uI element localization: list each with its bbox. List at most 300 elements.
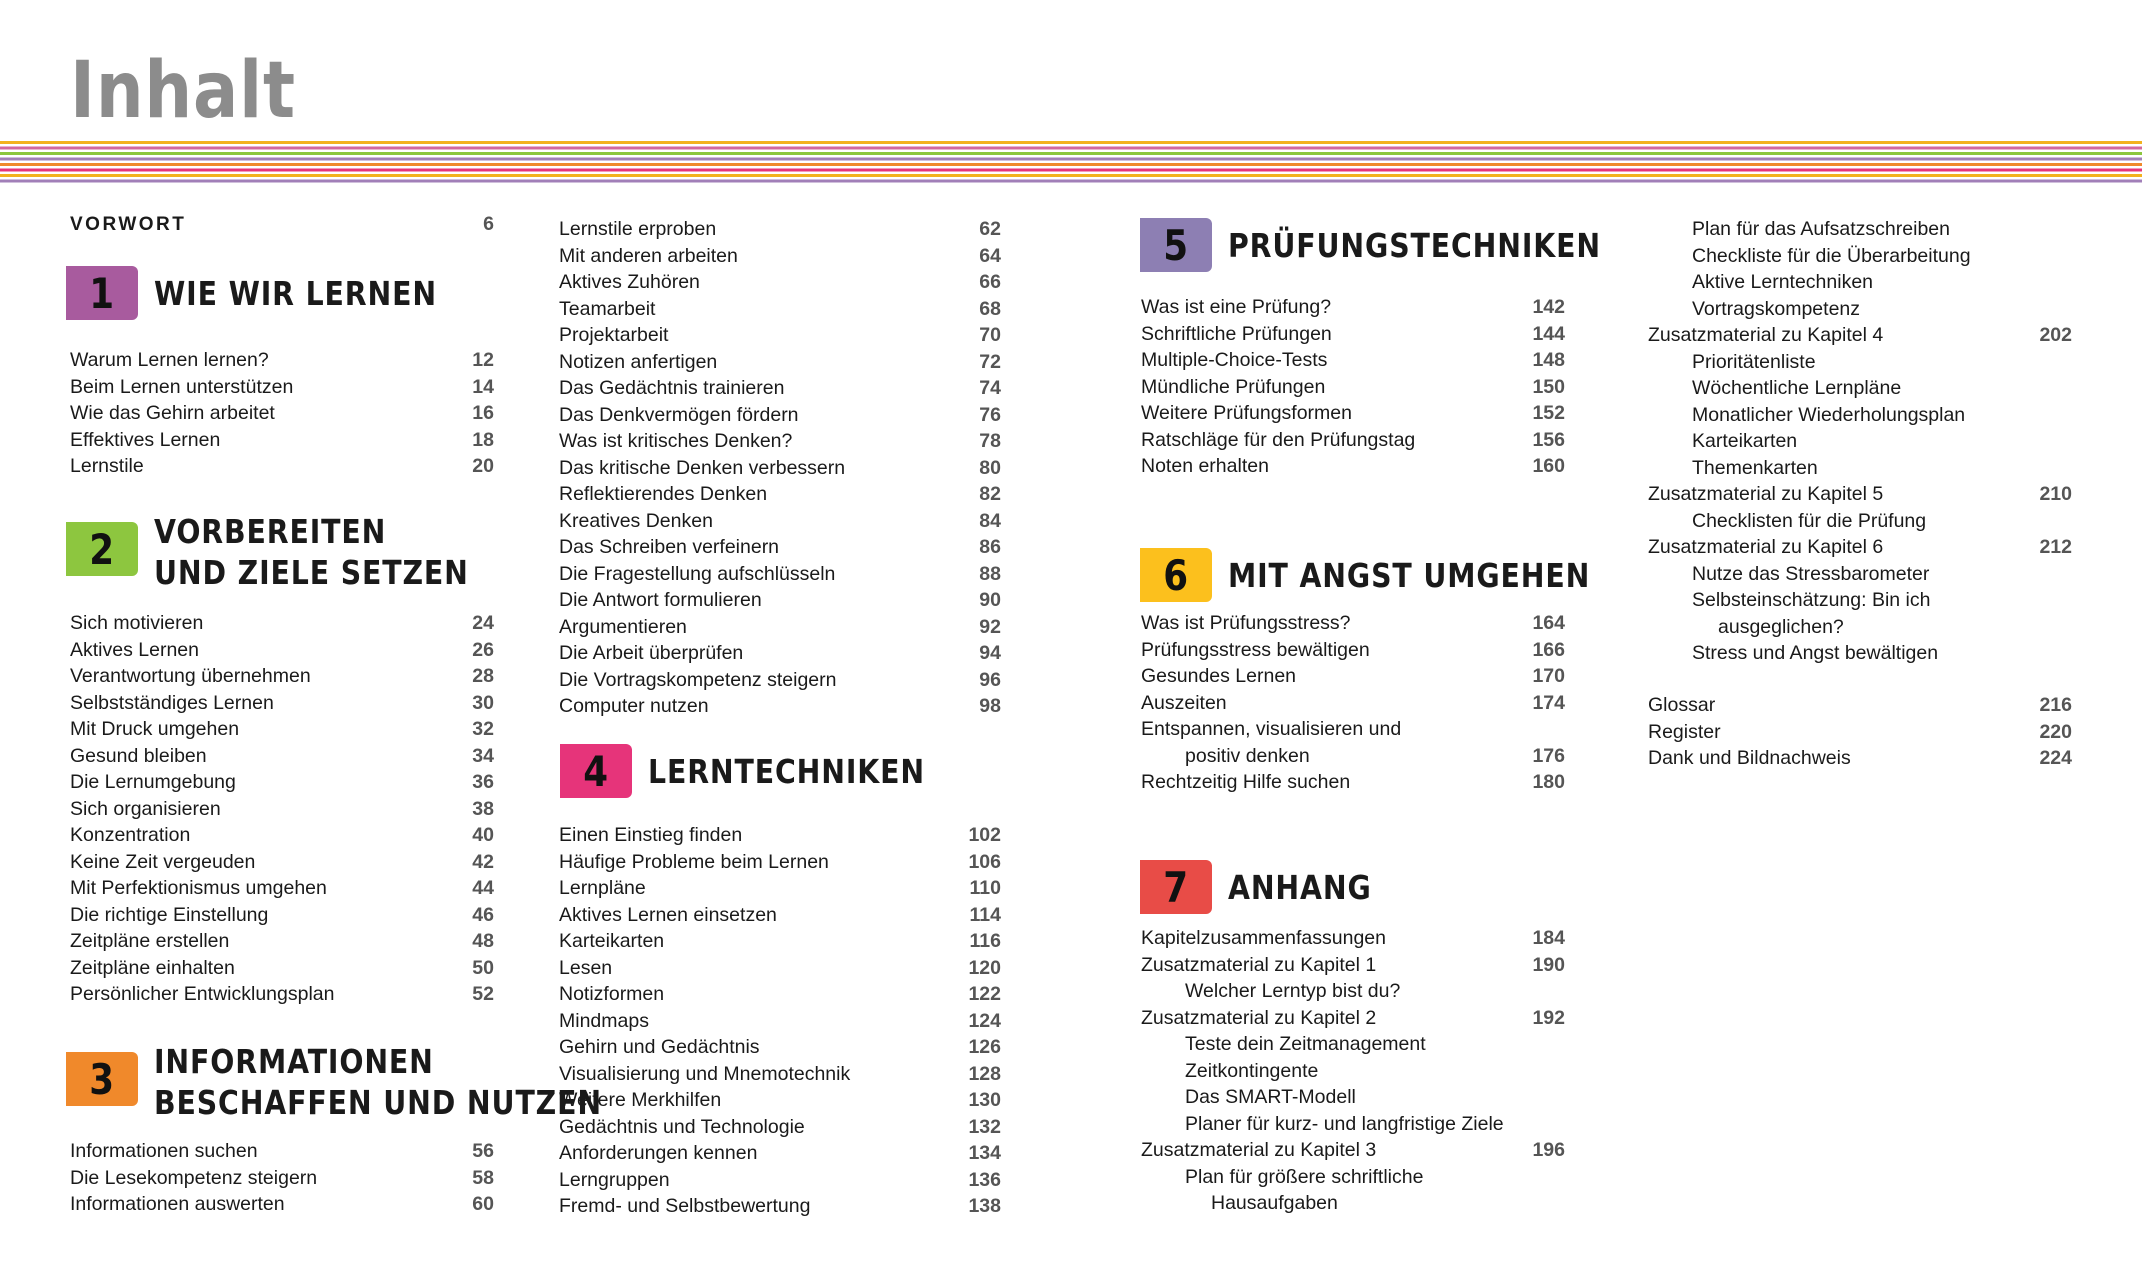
toc-entry-title: Visualisierung und Mnemotechnik (559, 1062, 851, 1085)
toc-entry[interactable] (1141, 716, 1565, 742)
toc-entry[interactable] (70, 1165, 494, 1191)
chapter-heading-7[interactable] (1140, 860, 1395, 914)
toc-entry-title: Aktive Lerntechniken (1692, 271, 1874, 293)
toc-entry-title: Häufige Probleme beim Lernen (559, 850, 829, 873)
toc-entry-title: Anforderungen kennen (559, 1142, 758, 1164)
toc-entry-title: Mit Perfektionismus umgehen (70, 877, 327, 899)
toc-entry-title: Fremd- und Selbstbewertung (559, 1195, 811, 1217)
toc-entry-page: 82 (979, 483, 1001, 505)
toc-entry[interactable] (70, 1138, 494, 1164)
toc-entry-page: 32 (472, 718, 494, 740)
toc-entry[interactable] (559, 508, 1001, 534)
toc-entry-page: 148 (1532, 349, 1565, 371)
toc-entry-title: Wöchentliche Lernpläne (1692, 377, 1902, 399)
toc-entry-page: 72 (979, 350, 1001, 373)
toc-entry-page: 202 (2039, 324, 2072, 346)
stripe (0, 180, 2142, 183)
toc-entry-page: 68 (979, 297, 1001, 320)
toc-entry[interactable] (559, 243, 1001, 269)
toc-subentry[interactable] (1141, 1031, 1565, 1057)
toc-subentry[interactable] (1648, 587, 2072, 613)
toc-entry[interactable] (559, 955, 1001, 981)
toc-entry[interactable] (70, 400, 494, 426)
toc-entry-title: Lesen (559, 956, 613, 979)
toc-entry[interactable] (70, 928, 494, 954)
toc-subentry[interactable] (1648, 375, 2072, 401)
toc-entry[interactable] (70, 637, 494, 663)
chapter-title-line: INFORMATIONEN (154, 1042, 434, 1081)
toc-entry-title: Schriftliche Prüfungen (1141, 322, 1332, 345)
toc-entry-page: 36 (472, 771, 494, 793)
toc-entry[interactable] (559, 614, 1001, 640)
toc-entry[interactable] (559, 928, 1001, 954)
stripe (0, 147, 2142, 150)
toc-entry-page: 192 (1532, 1006, 1565, 1029)
toc-entry-page: 66 (979, 271, 1001, 293)
chapter-title (154, 273, 437, 314)
toc-entry[interactable] (70, 610, 494, 636)
toc-entry[interactable] (70, 663, 494, 689)
stripe (0, 141, 2142, 144)
toc-entry[interactable] (1648, 534, 2072, 560)
toc-entry-page: 28 (472, 665, 494, 687)
toc-entry[interactable] (70, 453, 494, 479)
toc-entry[interactable] (559, 534, 1001, 560)
toc-entry-page: 14 (472, 375, 494, 398)
toc-entry-page: 130 (968, 1089, 1001, 1111)
chapter-heading-6[interactable] (1140, 548, 1649, 602)
toc-entry-title: Planer für kurz- und langfristige Ziele (1185, 1112, 1504, 1135)
toc-subentry[interactable] (1141, 743, 1565, 769)
chapter-title (648, 751, 925, 792)
toc-entry-page: 38 (472, 797, 494, 820)
toc-entry-title: Prüfungsstress bewältigen (1141, 638, 1370, 661)
toc-entry-title: Das Gedächtnis trainieren (559, 377, 785, 399)
toc-entry-page: 170 (1532, 665, 1565, 687)
toc-entry-title: Hausaufgaben (1211, 1192, 1338, 1214)
toc-entry[interactable] (1141, 925, 1565, 951)
toc-entry-title: Vortragskompetenz (1692, 297, 1861, 320)
toc-entry-title: Lernstile erproben (559, 218, 717, 240)
chapter-title (1228, 867, 1372, 908)
toc-entry-title: Was ist eine Prüfung? (1141, 296, 1332, 318)
toc-entry[interactable] (1648, 719, 2072, 745)
toc-entry[interactable] (1141, 374, 1565, 400)
toc-entry-page: 124 (968, 1009, 1001, 1032)
toc-entry[interactable] (1141, 663, 1565, 689)
chapter-heading-1[interactable] (66, 266, 483, 320)
toc-entry-page: 48 (472, 930, 494, 952)
toc-entry[interactable] (1141, 321, 1565, 347)
toc-entry-title: Das Denkvermögen fördern (559, 403, 799, 426)
toc-entry-title: Checklisten für die Prüfung (1692, 509, 1927, 532)
toc-entry[interactable] (1141, 347, 1565, 373)
toc-entry-page: 46 (472, 903, 494, 926)
toc-entry-title: Argumentieren (559, 615, 687, 638)
toc-entry[interactable] (559, 902, 1001, 928)
toc-entry-page: 62 (979, 218, 1001, 240)
toc-entry[interactable] (559, 1008, 1001, 1034)
toc-entry[interactable] (1648, 745, 2072, 771)
toc-entry-title: Einen Einstieg finden (559, 824, 743, 846)
chapter-heading-5[interactable] (1140, 218, 1662, 272)
toc-entry[interactable] (1141, 1005, 1565, 1031)
chapter-title-line: BESCHAFFEN UND NUTZEN (154, 1083, 602, 1122)
toc-entry-title: Beim Lernen unterstützen (70, 375, 294, 398)
chapter-title-line: LERNTECHNIKEN (648, 751, 926, 791)
toc-entry-title: Entspannen, visualisieren und (1141, 718, 1402, 740)
toc-entry-title: Zusatzmaterial zu Kapitel 5 (1648, 483, 1884, 505)
toc-entry[interactable] (70, 955, 494, 981)
toc-entry-page: 142 (1532, 296, 1565, 318)
toc-entry-title: Selbsteinschätzung: Bin ich (1692, 589, 1931, 611)
toc-entry-page: 132 (968, 1115, 1001, 1138)
chapter-number-badge (66, 266, 138, 320)
toc-entry-title: Sich motivieren (70, 612, 204, 634)
toc-subentry[interactable] (1648, 296, 2072, 322)
toc-entry-page: 102 (968, 824, 1001, 846)
toc-entry-title: Das SMART-Modell (1185, 1086, 1356, 1108)
chapter-number-badge (66, 522, 138, 576)
toc-entry-title: Teste dein Zeitmanagement (1185, 1033, 1426, 1055)
toc-entry-page: 150 (1532, 375, 1565, 398)
toc-entry-page: 174 (1532, 691, 1565, 714)
toc-entry[interactable] (559, 1167, 1001, 1193)
toc-entry-title: ausgeglichen? (1718, 615, 1844, 638)
toc-entry-page: 98 (979, 695, 1001, 717)
toc-entry-page: 64 (979, 244, 1001, 267)
toc-entry[interactable] (559, 849, 1001, 875)
toc-entry[interactable] (1141, 610, 1565, 636)
toc-entry-page: 96 (979, 668, 1001, 691)
toc-entry[interactable] (70, 796, 494, 822)
toc-entry[interactable] (559, 269, 1001, 295)
chapter-number-badge (1140, 860, 1212, 914)
chapter-number-badge (1140, 548, 1212, 602)
toc-entry-title: Die Fragestellung aufschlüsseln (559, 562, 836, 585)
toc-entry-page: 6 (483, 213, 494, 235)
toc-entry[interactable] (559, 216, 1001, 242)
toc-entry-title: Lerngruppen (559, 1168, 670, 1191)
toc-entry[interactable] (559, 322, 1001, 348)
toc-entry[interactable] (70, 347, 494, 373)
toc-entry[interactable] (1141, 952, 1565, 978)
toc-entry[interactable] (559, 455, 1001, 481)
toc-entry-page: 34 (472, 744, 494, 767)
toc-entry-page: 60 (472, 1193, 494, 1215)
toc-entry-title: Sich organisieren (70, 797, 221, 820)
toc-entry-title: Zusatzmaterial zu Kapitel 6 (1648, 536, 1884, 558)
chapter-heading-2[interactable] (66, 505, 520, 593)
stripe (0, 169, 2142, 172)
chapter-title-line: ANHANG (1228, 867, 1372, 907)
toc-entry[interactable] (1141, 453, 1565, 479)
toc-entry[interactable] (559, 1140, 1001, 1166)
toc-entry-title: Nutze das Stressbarometer (1692, 562, 1930, 585)
toc-entry[interactable] (559, 1114, 1001, 1140)
toc-entry-title: Zusatzmaterial zu Kapitel 1 (1141, 953, 1377, 976)
toc-entry-title: Das Schreiben verfeinern (559, 536, 780, 558)
toc-entry-title: Gesund bleiben (70, 744, 207, 767)
toc-entry-title: Informationen auswerten (70, 1193, 285, 1215)
toc-subentry[interactable] (1141, 1164, 1565, 1190)
toc-entry-page: 90 (979, 589, 1001, 611)
chapter-number: 2 (89, 524, 115, 574)
toc-entry-title: positiv denken (1185, 744, 1310, 767)
toc-entry-page: 126 (968, 1036, 1001, 1058)
toc-entry[interactable] (70, 849, 494, 875)
toc-entry-title: Zusatzmaterial zu Kapitel 4 (1648, 324, 1884, 346)
toc-entry[interactable] (559, 640, 1001, 666)
toc-entry-title: Weitere Prüfungsformen (1141, 402, 1352, 424)
toc-entry-title: Noten erhalten (1141, 455, 1269, 477)
toc-subentry[interactable] (1141, 1111, 1565, 1137)
toc-entry-title: Kreatives Denken (559, 509, 713, 532)
toc-entry-page: 40 (472, 824, 494, 846)
toc-entry-title: Warum Lernen lernen? (70, 349, 269, 371)
toc-entry[interactable] (559, 296, 1001, 322)
toc-entry-page: 224 (2039, 747, 2072, 769)
toc-entry[interactable] (70, 1191, 494, 1217)
toc-entry[interactable] (1141, 294, 1565, 320)
toc-entry-title: Zusatzmaterial zu Kapitel 3 (1141, 1139, 1377, 1161)
chapter-number-badge (1140, 218, 1212, 272)
toc-entry[interactable] (1648, 322, 2072, 348)
toc-entry-page: 70 (979, 324, 1001, 346)
toc-entry-title: Die Arbeit überprüfen (559, 642, 744, 664)
toc-entry-page: 160 (1532, 455, 1565, 477)
toc-entry-title: Zusatzmaterial zu Kapitel 2 (1141, 1006, 1377, 1029)
toc-entry-page: 58 (472, 1166, 494, 1189)
toc-entry-title: Informationen suchen (70, 1140, 258, 1162)
toc-entry[interactable] (1141, 400, 1565, 426)
toc-entry-title: Dank und Bildnachweis (1648, 747, 1851, 769)
toc-entry[interactable] (70, 981, 494, 1007)
toc-subentry[interactable] (1648, 640, 2072, 666)
toc-entry-page: 122 (968, 983, 1001, 1005)
toc-entry-title: Mit Druck umgehen (70, 718, 240, 740)
toc-entry-title: Projektarbeit (559, 324, 669, 346)
toc-subentry[interactable] (1648, 269, 2072, 295)
chapter-number: 7 (1163, 862, 1189, 912)
toc-entry[interactable] (559, 822, 1001, 848)
toc-entry-title: Zeitpläne erstellen (70, 930, 230, 952)
toc-entry-title: Karteikarten (1692, 430, 1798, 452)
toc-entry-page: 20 (472, 455, 494, 477)
toc-entry[interactable] (1141, 427, 1565, 453)
toc-entry-page: 216 (2039, 694, 2072, 716)
toc-subentry[interactable] (1648, 216, 2072, 242)
toc-entry-title: Konzentration (70, 824, 191, 846)
toc-entry[interactable] (559, 1193, 1001, 1219)
toc-entry[interactable] (70, 427, 494, 453)
toc-entry-page: 78 (979, 430, 1001, 452)
chapter-title-line: VORBEREITEN (154, 512, 387, 551)
toc-entry-title: Zeitkontingente (1185, 1059, 1319, 1082)
toc-entry-title: Notizformen (559, 983, 665, 1005)
toc-subentry[interactable] (1648, 455, 2072, 481)
toc-subentry[interactable] (1141, 1190, 1565, 1216)
toc-entry-page: 110 (969, 877, 1001, 899)
toc-entry-page: 190 (1532, 953, 1565, 976)
toc-entry-page: 134 (968, 1142, 1001, 1164)
toc-entry-title: Prioritätenliste (1692, 350, 1816, 373)
toc-entry-title: Themenkarten (1692, 456, 1818, 479)
toc-entry-title: Aktives Zuhören (559, 271, 700, 293)
toc-entry[interactable] (1141, 769, 1565, 795)
toc-entry-page: 220 (2039, 720, 2072, 743)
toc-entry[interactable] (70, 690, 494, 716)
toc-entry-title: VORWORT (70, 214, 187, 235)
toc-entry-title: Auszeiten (1141, 691, 1227, 714)
toc-entry-page: 120 (968, 956, 1001, 979)
page-title: Inhalt (70, 46, 296, 136)
chapter-number-badge (66, 1052, 138, 1106)
toc-entry[interactable] (70, 769, 494, 795)
toc-entry[interactable] (559, 667, 1001, 693)
toc-subentry[interactable] (1648, 561, 2072, 587)
stripe (0, 174, 2142, 177)
toc-entry[interactable] (70, 822, 494, 848)
toc-entry[interactable] (70, 902, 494, 928)
toc-subentry[interactable] (1648, 428, 2072, 454)
chapter-title (154, 1041, 602, 1123)
toc-subentry[interactable] (1648, 402, 2072, 428)
toc-subentry[interactable] (1141, 1084, 1565, 1110)
toc-entry-title: Teamarbeit (559, 297, 656, 320)
chapter-title-line: WIE WIR LERNEN (154, 273, 437, 313)
chapter-title (1228, 225, 1601, 266)
toc-subentry[interactable] (1141, 978, 1565, 1004)
toc-entry-page: 116 (969, 930, 1001, 952)
toc-entry-page: 176 (1532, 744, 1565, 767)
toc-entry-page: 50 (472, 956, 494, 979)
toc-entry[interactable] (559, 561, 1001, 587)
chapter-title-line: UND ZIELE SETZEN (154, 553, 469, 592)
toc-entry-title: Die Antwort formulieren (559, 589, 762, 611)
toc-entry-page: 88 (979, 562, 1001, 585)
toc-entry-title: Die Lernumgebung (70, 771, 236, 793)
toc-entry-title: Karteikarten (559, 930, 665, 952)
toc-entry-title: Keine Zeit vergeuden (70, 850, 256, 873)
stripe (0, 152, 2142, 155)
chapter-number: 4 (583, 746, 609, 796)
toc-entry[interactable] (1141, 1137, 1565, 1163)
toc-entry[interactable] (559, 587, 1001, 613)
toc-entry-page: 128 (968, 1062, 1001, 1085)
toc-entry[interactable] (559, 693, 1001, 719)
toc-entry-page: 138 (968, 1195, 1001, 1217)
toc-entry[interactable] (559, 981, 1001, 1007)
toc-entry[interactable] (559, 375, 1001, 401)
toc-entry-title: Weitere Merkhilfen (559, 1089, 722, 1111)
toc-entry[interactable] (559, 1061, 1001, 1087)
toc-entry[interactable] (559, 1034, 1001, 1060)
toc-entry-page: 24 (472, 612, 494, 634)
toc-entry-title: Lernpläne (559, 877, 646, 899)
chapter-number: 1 (89, 268, 115, 318)
toc-entry-title: Das kritische Denken verbessern (559, 456, 846, 479)
toc-entry-page: 76 (979, 403, 1001, 426)
chapter-heading-4[interactable] (560, 744, 970, 798)
toc-entry-title: Gehirn und Gedächtnis (559, 1036, 760, 1058)
toc-subentry[interactable] (1141, 1058, 1565, 1084)
toc-entry-title: Notizen anfertigen (559, 350, 718, 373)
toc-entry-title: Gedächtnis und Technologie (559, 1115, 805, 1138)
toc-entry-page: 180 (1532, 771, 1565, 793)
chapter-number: 6 (1163, 550, 1189, 600)
stripe (0, 158, 2142, 161)
toc-entry[interactable] (70, 743, 494, 769)
toc-entry-title: Multiple-Choice-Tests (1141, 349, 1328, 371)
toc-entry-title: Glossar (1648, 694, 1716, 716)
stripe (0, 163, 2142, 166)
toc-entry[interactable] (559, 428, 1001, 454)
toc-entry[interactable] (1141, 690, 1565, 716)
toc-entry-page: 144 (1532, 322, 1565, 345)
toc-entry-page: 166 (1532, 638, 1565, 661)
toc-subentry[interactable] (1648, 349, 2072, 375)
toc-entry[interactable] (559, 1087, 1001, 1113)
toc-entry-page: 12 (472, 349, 494, 371)
toc-entry-page: 30 (472, 691, 494, 714)
toc-entry-title: Was ist kritisches Denken? (559, 430, 793, 452)
chapter-title-line: MIT ANGST UMGEHEN (1228, 555, 1591, 595)
toc-entry-page: 164 (1532, 612, 1565, 634)
toc-entry[interactable] (559, 349, 1001, 375)
toc-entry-title: Persönlicher Entwicklungsplan (70, 983, 335, 1005)
toc-entry-page: 152 (1532, 402, 1565, 424)
toc-entry-title: Zeitpläne einhalten (70, 956, 235, 979)
chapter-title-line: PRÜFUNGSTECHNIKEN (1228, 225, 1602, 265)
toc-entry-page: 84 (979, 509, 1001, 532)
chapter-title (154, 511, 469, 593)
toc-entry-vorwort[interactable] (70, 211, 494, 238)
toc-entry[interactable] (70, 374, 494, 400)
toc-entry-title: Stress und Angst bewältigen (1692, 642, 1939, 664)
toc-entry[interactable] (559, 481, 1001, 507)
toc-entry[interactable] (559, 402, 1001, 428)
toc-entry-page: 74 (979, 377, 1001, 399)
toc-entry[interactable] (70, 716, 494, 742)
toc-entry-page: 106 (968, 850, 1001, 873)
toc-entry[interactable] (1141, 637, 1565, 663)
toc-entry-title: Aktives Lernen (70, 638, 199, 661)
toc-entry-page: 212 (2039, 536, 2072, 558)
toc-entry-page: 44 (472, 877, 494, 899)
toc-entry-page: 114 (969, 903, 1001, 926)
toc-entry-title: Mündliche Prüfungen (1141, 375, 1326, 398)
toc-entry-title: Plan für das Aufsatzschreiben (1692, 218, 1950, 240)
toc-subentry[interactable] (1648, 508, 2072, 534)
toc-subentry[interactable] (1648, 243, 2072, 269)
toc-entry-page: 156 (1532, 428, 1565, 451)
toc-entry-page: 16 (472, 402, 494, 424)
toc-entry[interactable] (559, 875, 1001, 901)
toc-entry-page: 86 (979, 536, 1001, 558)
chapter-title (1228, 555, 1590, 596)
toc-entry-title: Rechtzeitig Hilfe suchen (1141, 771, 1351, 793)
toc-entry-title: Effektives Lernen (70, 428, 221, 451)
toc-entry-title: Die Lesekompetenz steigern (70, 1166, 318, 1189)
toc-subentry[interactable] (1648, 614, 2072, 640)
chapter-number: 5 (1163, 220, 1189, 270)
toc-entry[interactable] (70, 875, 494, 901)
decorative-stripes (0, 141, 2142, 185)
toc-entry-title: Aktives Lernen einsetzen (559, 903, 777, 926)
toc-entry[interactable] (1648, 481, 2072, 507)
toc-entry[interactable] (1648, 692, 2072, 718)
